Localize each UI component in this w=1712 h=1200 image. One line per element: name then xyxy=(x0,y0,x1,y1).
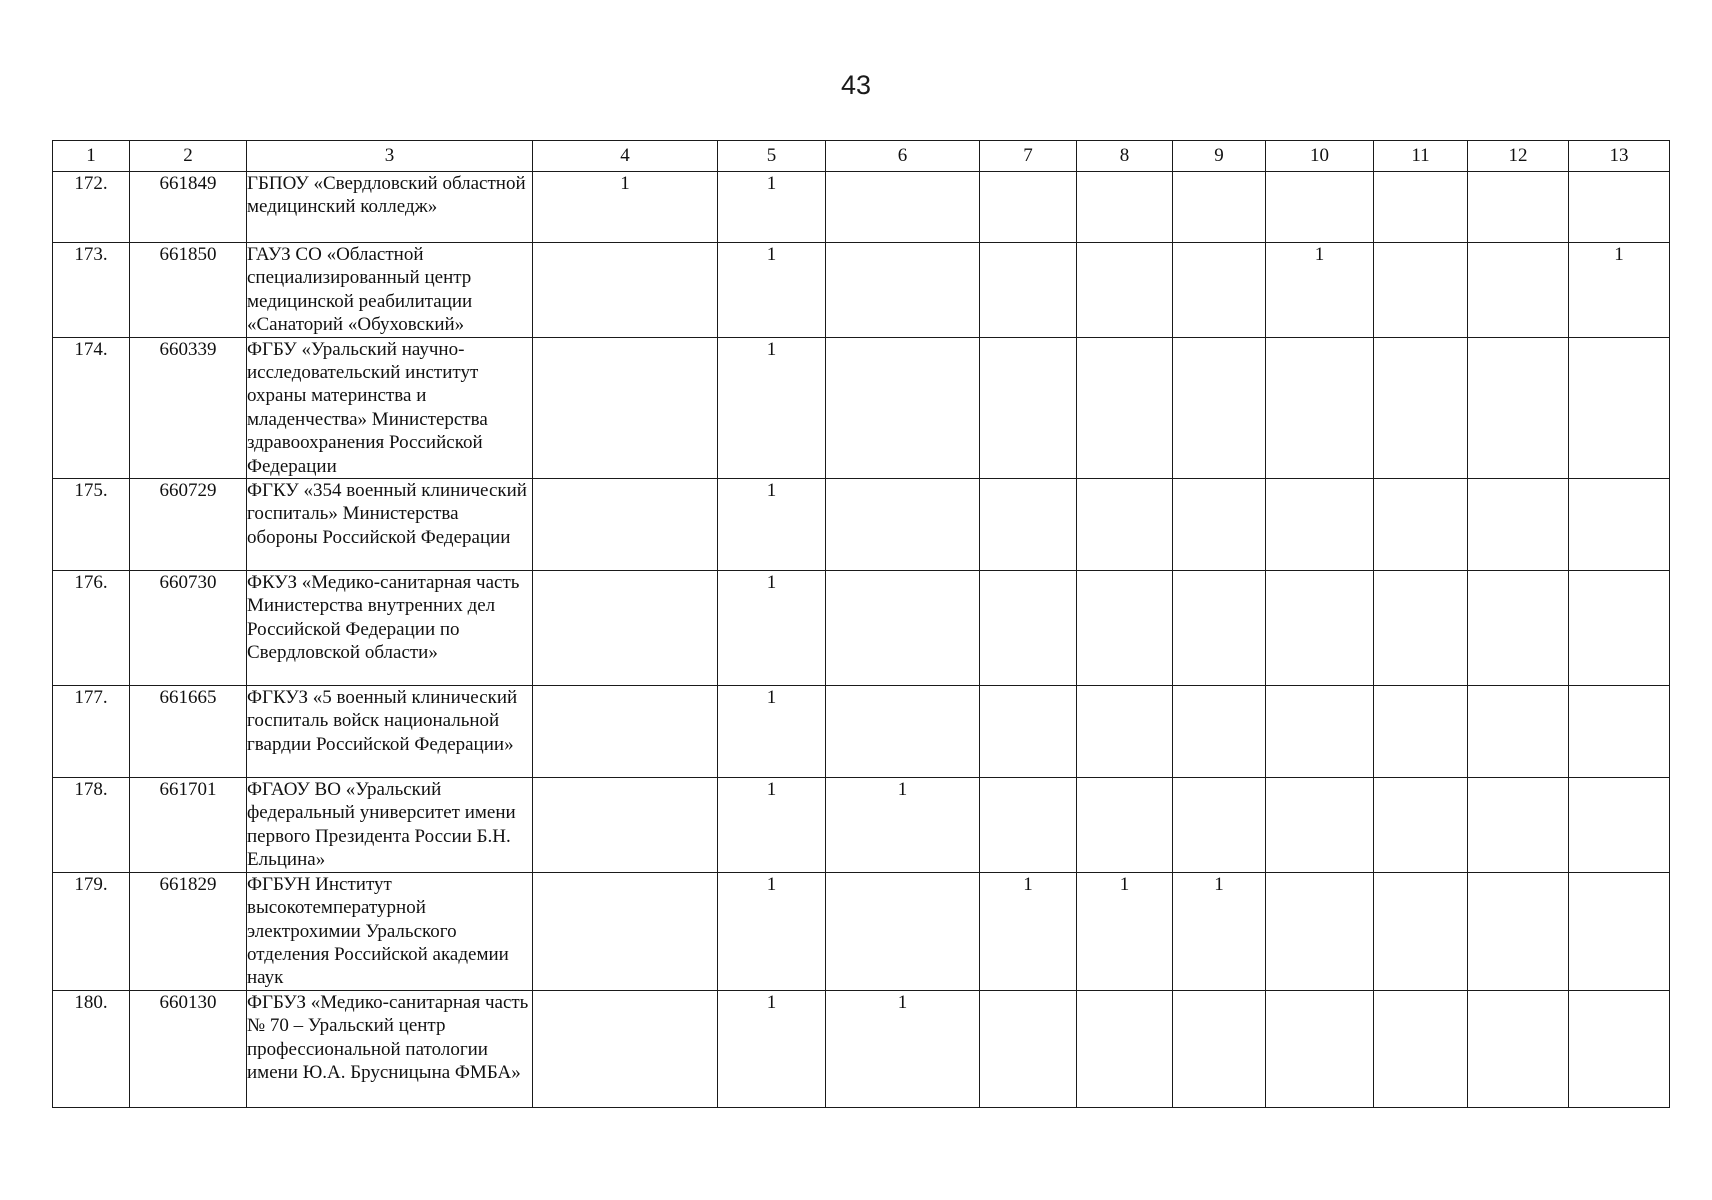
code-cell: 660730 xyxy=(130,571,247,686)
header-row xyxy=(53,141,1670,172)
mark-cell: 1 xyxy=(1173,872,1266,990)
mark-cell xyxy=(533,778,718,873)
mark-cell xyxy=(533,479,718,571)
mark-cell xyxy=(1374,872,1468,990)
mark-cell xyxy=(826,479,980,571)
mark-cell xyxy=(980,778,1077,873)
column-header: 2 xyxy=(130,141,247,172)
mark-cell xyxy=(1569,172,1670,243)
table-row xyxy=(53,172,1670,243)
mark-cell xyxy=(1266,172,1374,243)
mark-cell: 1 xyxy=(718,686,826,778)
mark-cell xyxy=(980,479,1077,571)
organization-name-cell: ГАУЗ СО «Областной специализированный центр медицинской реабилитации «Санаторий «Обуховский» xyxy=(247,243,533,338)
mark-cell xyxy=(1077,990,1173,1107)
mark-cell xyxy=(1173,172,1266,243)
column-header: 6 xyxy=(826,141,980,172)
mark-cell xyxy=(1468,243,1569,338)
mark-cell xyxy=(1374,990,1468,1107)
row-number-cell: 173. xyxy=(53,243,130,338)
table-row xyxy=(53,243,1670,338)
mark-cell xyxy=(1266,872,1374,990)
mark-cell: 1 xyxy=(718,479,826,571)
column-header: 11 xyxy=(1374,141,1468,172)
column-header: 9 xyxy=(1173,141,1266,172)
mark-cell xyxy=(826,337,980,478)
row-number-cell: 175. xyxy=(53,479,130,571)
table-row xyxy=(53,337,1670,478)
mark-cell xyxy=(1468,172,1569,243)
mark-cell xyxy=(533,990,718,1107)
code-cell: 660130 xyxy=(130,990,247,1107)
mark-cell xyxy=(1173,990,1266,1107)
registry-table xyxy=(52,140,1670,1108)
mark-cell: 1 xyxy=(718,872,826,990)
mark-cell: 1 xyxy=(718,172,826,243)
row-number-cell: 174. xyxy=(53,337,130,478)
mark-cell xyxy=(533,872,718,990)
table-row xyxy=(53,479,1670,571)
mark-cell: 1 xyxy=(718,778,826,873)
mark-cell xyxy=(1077,337,1173,478)
code-cell: 661849 xyxy=(130,172,247,243)
table-row xyxy=(53,778,1670,873)
column-header: 8 xyxy=(1077,141,1173,172)
mark-cell xyxy=(1266,571,1374,686)
table-body xyxy=(53,172,1670,1108)
row-number-cell: 178. xyxy=(53,778,130,873)
mark-cell xyxy=(1569,571,1670,686)
code-cell: 661665 xyxy=(130,686,247,778)
row-number-cell: 176. xyxy=(53,571,130,686)
organization-name-cell: ФГБУН Институт высокотемпературной электрохимии Уральского отделения Российской академии наук xyxy=(247,872,533,990)
code-cell: 661850 xyxy=(130,243,247,338)
organization-name-cell: ГБПОУ «Свердловский областной медицинский колледж» xyxy=(247,172,533,243)
column-header: 5 xyxy=(718,141,826,172)
mark-cell xyxy=(1077,479,1173,571)
mark-cell: 1 xyxy=(718,571,826,686)
mark-cell xyxy=(826,243,980,338)
page-number: 43 xyxy=(840,70,872,100)
row-number-cell: 177. xyxy=(53,686,130,778)
mark-cell xyxy=(1374,686,1468,778)
mark-cell xyxy=(1468,337,1569,478)
mark-cell xyxy=(1077,571,1173,686)
mark-cell: 1 xyxy=(980,872,1077,990)
table-row xyxy=(53,990,1670,1107)
organization-name-cell: ФГБУ «Уральский научно-исследовательский институт охраны материнства и младенчества» Министерства здравоохранения Российской Федерации xyxy=(247,337,533,478)
mark-cell xyxy=(1374,337,1468,478)
mark-cell xyxy=(1468,571,1569,686)
mark-cell xyxy=(1266,990,1374,1107)
mark-cell xyxy=(1173,479,1266,571)
row-number-cell: 172. xyxy=(53,172,130,243)
mark-cell: 1 xyxy=(718,990,826,1107)
mark-cell xyxy=(980,243,1077,338)
mark-cell xyxy=(826,872,980,990)
organization-name-cell: ФГКУ «354 военный клинический госпиталь» Министерства обороны Российской Федерации xyxy=(247,479,533,571)
column-header: 3 xyxy=(247,141,533,172)
mark-cell xyxy=(1468,479,1569,571)
mark-cell xyxy=(1374,243,1468,338)
mark-cell xyxy=(1569,872,1670,990)
mark-cell xyxy=(980,686,1077,778)
mark-cell xyxy=(1468,990,1569,1107)
code-cell: 660729 xyxy=(130,479,247,571)
mark-cell xyxy=(1374,479,1468,571)
table-row xyxy=(53,571,1670,686)
mark-cell xyxy=(1569,337,1670,478)
mark-cell xyxy=(1468,686,1569,778)
mark-cell xyxy=(1077,686,1173,778)
mark-cell xyxy=(1266,686,1374,778)
row-number-cell: 179. xyxy=(53,872,130,990)
mark-cell xyxy=(1266,778,1374,873)
mark-cell xyxy=(980,172,1077,243)
mark-cell xyxy=(1569,479,1670,571)
mark-cell xyxy=(1569,990,1670,1107)
mark-cell xyxy=(1374,172,1468,243)
mark-cell xyxy=(1173,243,1266,338)
mark-cell xyxy=(1266,479,1374,571)
column-header: 10 xyxy=(1266,141,1374,172)
mark-cell xyxy=(533,243,718,338)
mark-cell: 1 xyxy=(718,243,826,338)
code-cell: 661829 xyxy=(130,872,247,990)
mark-cell: 1 xyxy=(826,990,980,1107)
mark-cell xyxy=(533,686,718,778)
mark-cell xyxy=(1077,243,1173,338)
mark-cell xyxy=(533,337,718,478)
mark-cell xyxy=(980,571,1077,686)
mark-cell xyxy=(1173,571,1266,686)
mark-cell xyxy=(980,337,1077,478)
mark-cell xyxy=(1468,872,1569,990)
mark-cell xyxy=(1173,778,1266,873)
mark-cell xyxy=(1266,337,1374,478)
mark-cell: 1 xyxy=(1569,243,1670,338)
mark-cell xyxy=(1374,571,1468,686)
column-header: 12 xyxy=(1468,141,1569,172)
table-row xyxy=(53,872,1670,990)
mark-cell xyxy=(1077,172,1173,243)
mark-cell xyxy=(1569,778,1670,873)
mark-cell xyxy=(826,172,980,243)
mark-cell: 1 xyxy=(826,778,980,873)
column-header: 13 xyxy=(1569,141,1670,172)
mark-cell xyxy=(826,571,980,686)
mark-cell xyxy=(1173,337,1266,478)
organization-name-cell: ФГКУЗ «5 военный клинический госпиталь войск национальной гвардии Российской Федерации» xyxy=(247,686,533,778)
mark-cell: 1 xyxy=(1077,872,1173,990)
table-row xyxy=(53,686,1670,778)
mark-cell: 1 xyxy=(718,337,826,478)
code-cell: 660339 xyxy=(130,337,247,478)
organization-name-cell: ФГАОУ ВО «Уральский федеральный университет имени первого Президента России Б.Н. Ельцина» xyxy=(247,778,533,873)
mark-cell xyxy=(1374,778,1468,873)
column-header: 7 xyxy=(980,141,1077,172)
column-header: 1 xyxy=(53,141,130,172)
mark-cell xyxy=(1468,778,1569,873)
mark-cell xyxy=(980,990,1077,1107)
organization-name-cell: ФГБУЗ «Медико-санитарная часть № 70 – Уральский центр профессиональной патологии имени Ю.А. Брусницына ФМБА» xyxy=(247,990,533,1107)
column-header: 4 xyxy=(533,141,718,172)
mark-cell: 1 xyxy=(533,172,718,243)
mark-cell: 1 xyxy=(1266,243,1374,338)
mark-cell xyxy=(533,571,718,686)
mark-cell xyxy=(826,686,980,778)
organization-name-cell: ФКУЗ «Медико-санитарная часть Министерства внутренних дел Российской Федерации по Свердловской области» xyxy=(247,571,533,686)
code-cell: 661701 xyxy=(130,778,247,873)
row-number-cell: 180. xyxy=(53,990,130,1107)
mark-cell xyxy=(1077,778,1173,873)
mark-cell xyxy=(1569,686,1670,778)
mark-cell xyxy=(1173,686,1266,778)
